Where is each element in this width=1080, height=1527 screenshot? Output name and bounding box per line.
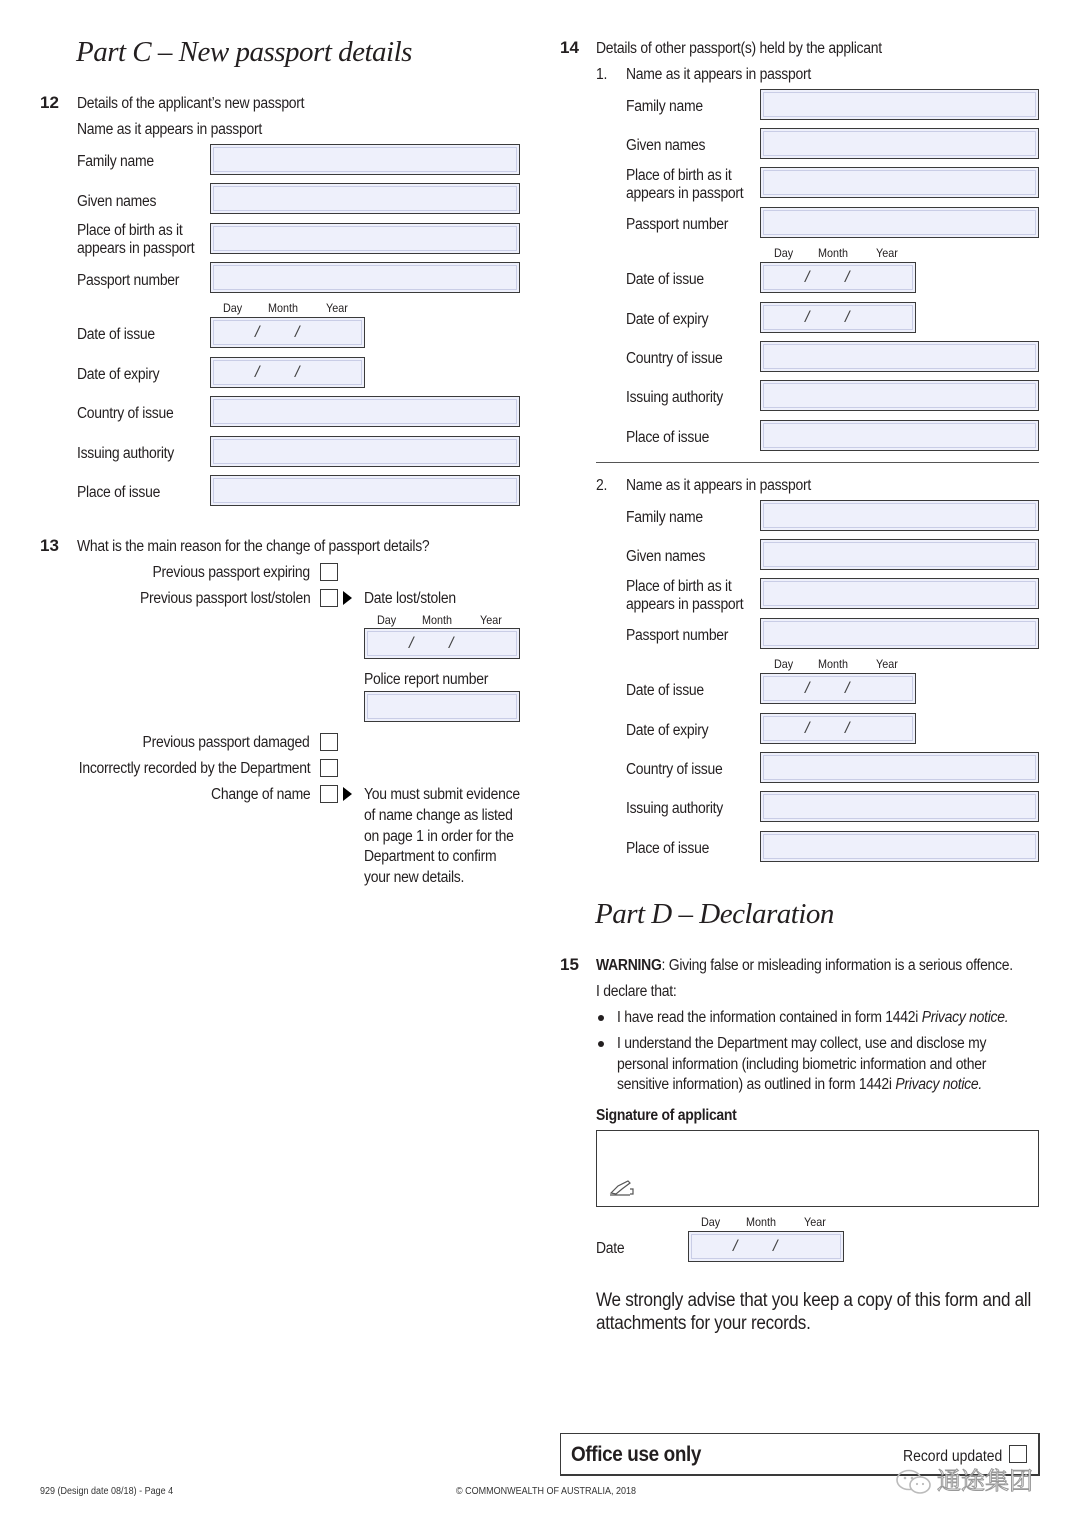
date-separator: / [845, 269, 850, 286]
q14-p1-date-of-expiry-field[interactable] [760, 302, 916, 333]
q14-p1-issuing-authority-label: Issuing authority [626, 389, 724, 406]
q13-option-incorrect-label: Incorrectly recorded by the Department [78, 760, 310, 777]
q13-checkbox-name-change[interactable] [320, 785, 338, 803]
q12-number: 12 [40, 93, 59, 112]
q14-p2-date-of-expiry-field[interactable] [760, 713, 916, 744]
q15-number: 15 [560, 955, 579, 974]
q14-p1-day-label: Day [774, 246, 794, 260]
q12-passport-number-field[interactable] [210, 262, 520, 293]
q13-date-lost-label: Date lost/stolen [364, 590, 456, 607]
q14-p2-date-of-issue-label: Date of issue [626, 682, 704, 699]
q15-declare: I declare that: [596, 983, 677, 1000]
q15-day-label: Day [701, 1215, 721, 1229]
q14-p1-country-of-issue-field[interactable] [760, 341, 1039, 372]
date-separator: / [295, 324, 300, 341]
q12-given-names-field[interactable] [210, 183, 520, 214]
office-use-title: Office use only [571, 1443, 702, 1466]
record-updated-label: Record updated [903, 1448, 1003, 1465]
q14-p2-day-label: Day [774, 657, 794, 671]
q14-p2-given-names-label: Given names [626, 548, 706, 565]
date-separator: / [805, 720, 810, 737]
wechat-icon [895, 1468, 933, 1496]
q14-p1-issuing-authority-field[interactable] [760, 380, 1039, 411]
date-separator: / [255, 324, 260, 341]
q14-p2-issuing-authority-field[interactable] [760, 791, 1039, 822]
footer-form-id: 929 (Design date 08/18) - Page 4 [40, 1486, 174, 1497]
q15-warning-bold: WARNING [596, 957, 662, 974]
q15-month-label: Month [746, 1215, 777, 1229]
q14-number: 14 [560, 38, 579, 57]
q15-date-field[interactable] [688, 1231, 844, 1262]
q14-p2-place-of-birth-field[interactable] [760, 578, 1039, 609]
date-separator: / [409, 635, 414, 652]
q12-issuing-authority-field[interactable] [210, 436, 520, 467]
q15-bullet-2-line-1: I understand the Department may collect, use and disclose my [617, 1035, 987, 1052]
q12-given-names-label: Given names [77, 193, 157, 210]
q12-date-of-issue-field[interactable] [210, 317, 365, 348]
footer-copyright: © COMMONWEALTH OF AUSTRALIA, 2018 [456, 1486, 636, 1497]
q14-p1-passport-number-label: Passport number [626, 216, 729, 233]
q12-date-of-expiry-label: Date of expiry [77, 366, 160, 383]
q15-bullet-2-line-3 [617, 1076, 982, 1094]
advice-line-2: attachments for your records. [596, 1313, 811, 1334]
q12-date-of-expiry-field[interactable] [210, 357, 365, 388]
q14-p1-family-name-field[interactable] [760, 89, 1039, 120]
q12-place-of-birth-label-2: appears in passport [77, 240, 195, 257]
q13-checkbox-expiring[interactable] [320, 563, 338, 581]
q14-p1-place-of-issue-label: Place of issue [626, 429, 710, 446]
q13-year-label: Year [480, 613, 502, 627]
q14-p1-country-of-issue-label: Country of issue [626, 350, 723, 367]
date-separator: / [805, 269, 810, 286]
q14-p2-place-of-birth-label-2: appears in passport [626, 596, 744, 613]
q14-p2-place-of-birth-label-1: Place of birth as it [626, 578, 732, 595]
date-separator: / [845, 720, 850, 737]
q14-p1-place-of-birth-label-1: Place of birth as it [626, 167, 732, 184]
q14-p1-index: 1. [596, 66, 608, 83]
q12-month-label: Month [268, 301, 299, 315]
q12-year-label: Year [326, 301, 348, 315]
q14-p2-place-of-issue-label: Place of issue [626, 840, 710, 857]
arrow-right-icon [343, 787, 352, 801]
q13-checkbox-damaged[interactable] [320, 733, 338, 751]
q12-passport-number-label: Passport number [77, 272, 180, 289]
q14-p2-country-of-issue-field[interactable] [760, 752, 1039, 783]
q14-p2-family-name-label: Family name [626, 509, 703, 526]
q14-p1-name-intro: Name as it appears in passport [626, 66, 811, 83]
q15-bullet-1 [617, 1009, 1008, 1027]
date-separator: / [733, 1238, 738, 1255]
q13-date-lost-field[interactable] [364, 628, 520, 659]
q13-option-name-change-label: Change of name [210, 786, 310, 803]
q13-note-line-2: of name change as listed [364, 807, 513, 824]
q13-option-lost-label: Previous passport lost/stolen [139, 590, 310, 607]
q13-note-line-1: You must submit evidence [364, 786, 520, 803]
q13-checkbox-lost[interactable] [320, 589, 338, 607]
q13-option-damaged-label: Previous passport damaged [143, 734, 310, 751]
signature-label: Signature of applicant [596, 1107, 737, 1124]
q15-warning [596, 957, 1013, 975]
q14-p1-place-of-issue-field[interactable] [760, 420, 1039, 451]
q12-family-name-label: Family name [77, 153, 154, 170]
q13-number: 13 [40, 536, 59, 555]
q13-note-line-3: on page 1 in order for the [364, 828, 514, 845]
signature-box[interactable] [596, 1130, 1039, 1207]
q15-year-label: Year [804, 1215, 826, 1229]
q14-p2-name-intro: Name as it appears in passport [626, 477, 811, 494]
q12-day-label: Day [223, 301, 243, 315]
q12-family-name-field[interactable] [210, 144, 520, 175]
bullet [598, 1041, 604, 1047]
q14-p1-place-of-birth-field[interactable] [760, 167, 1039, 198]
q14-p2-issuing-authority-label: Issuing authority [626, 800, 724, 817]
q15-date-label: Date [596, 1240, 625, 1257]
q14-question: Details of other passport(s) held by the applicant [596, 40, 882, 57]
q14-p2-given-names-field[interactable] [760, 539, 1039, 570]
q12-place-of-birth-label-1: Place of birth as it [77, 222, 183, 239]
q15-bullet-2-italic: Privacy notice. [895, 1076, 982, 1093]
q12-date-of-issue-label: Date of issue [77, 326, 155, 343]
q14-p2-passport-number-label: Passport number [626, 627, 729, 644]
q12-place-of-birth-field[interactable] [210, 223, 520, 254]
q14-p1-month-label: Month [818, 246, 849, 260]
bullet [598, 1015, 604, 1021]
q13-day-label: Day [377, 613, 397, 627]
q14-p1-year-label: Year [876, 246, 898, 260]
q14-p1-place-of-birth-label-2: appears in passport [626, 185, 744, 202]
advice-line-1: We strongly advise that you keep a copy of this form and all [596, 1290, 1031, 1311]
arrow-right-icon [343, 591, 352, 605]
q13-police-report-label: Police report number [364, 671, 489, 688]
q12-country-of-issue-label: Country of issue [77, 405, 174, 422]
q12-country-of-issue-field[interactable] [210, 396, 520, 427]
q15-bullet-2-line-3-text: sensitive information) as outlined in form 1442i [617, 1076, 896, 1093]
q15-bullet-1-text: I have read the information contained in form 1442i [617, 1009, 922, 1026]
q12-name-intro: Name as it appears in passport [77, 121, 262, 138]
date-separator: / [845, 680, 850, 697]
q13-month-label: Month [422, 613, 453, 627]
divider [596, 462, 1039, 463]
watermark [895, 1464, 1045, 1500]
q13-question: What is the main reason for the change of passport details? [77, 538, 430, 555]
q14-p2-year-label: Year [876, 657, 898, 671]
q14-p2-index: 2. [596, 477, 608, 494]
q14-p2-place-of-issue-field[interactable] [760, 831, 1039, 862]
q13-note-line-5: your new details. [364, 869, 465, 886]
q13-note-line-4: Department to confirm [364, 848, 497, 865]
date-separator: / [805, 680, 810, 697]
record-updated-checkbox[interactable] [1009, 1445, 1027, 1463]
q12-question: Details of the applicant’s new passport [77, 95, 305, 112]
q12-place-of-issue-label: Place of issue [77, 484, 161, 501]
q14-p2-date-of-expiry-label: Date of expiry [626, 722, 709, 739]
q13-option-expiring-label: Previous passport expiring [152, 564, 310, 581]
q14-p2-passport-number-field[interactable] [760, 618, 1039, 649]
date-separator: / [773, 1238, 778, 1255]
pen-hand-icon [608, 1177, 636, 1197]
date-separator: / [845, 309, 850, 326]
q15-bullet-1-italic: Privacy notice. [921, 1009, 1009, 1026]
q14-p2-country-of-issue-label: Country of issue [626, 761, 723, 778]
q14-p1-date-of-issue-label: Date of issue [626, 271, 704, 288]
q12-place-of-issue-field[interactable] [210, 475, 520, 506]
q15-warning-text: : Giving false or misleading information is a serious offence. [661, 957, 1013, 974]
q14-p1-passport-number-field[interactable] [760, 207, 1039, 238]
q14-p1-given-names-field[interactable] [760, 128, 1039, 159]
q14-p2-month-label: Month [818, 657, 849, 671]
part-c-heading: Part C – New passport details [76, 36, 412, 68]
q14-p1-given-names-label: Given names [626, 137, 706, 154]
q15-bullet-2-line-2: personal information (including biometric information and other [617, 1056, 987, 1073]
q14-p1-date-of-expiry-label: Date of expiry [626, 311, 709, 328]
q14-p2-date-of-issue-field[interactable] [760, 673, 916, 704]
q13-checkbox-incorrect[interactable] [320, 759, 338, 777]
part-d-heading: Part D – Declaration [595, 898, 834, 930]
watermark-text: 通途集团 [937, 1467, 1033, 1495]
q12-issuing-authority-label: Issuing authority [77, 445, 175, 462]
date-separator: / [449, 635, 454, 652]
date-separator: / [295, 364, 300, 381]
date-separator: / [805, 309, 810, 326]
q13-police-report-field[interactable] [364, 691, 520, 722]
q14-p2-family-name-field[interactable] [760, 500, 1039, 531]
date-separator: / [255, 364, 260, 381]
q14-p1-date-of-issue-field[interactable] [760, 262, 916, 293]
q14-p1-family-name-label: Family name [626, 98, 703, 115]
